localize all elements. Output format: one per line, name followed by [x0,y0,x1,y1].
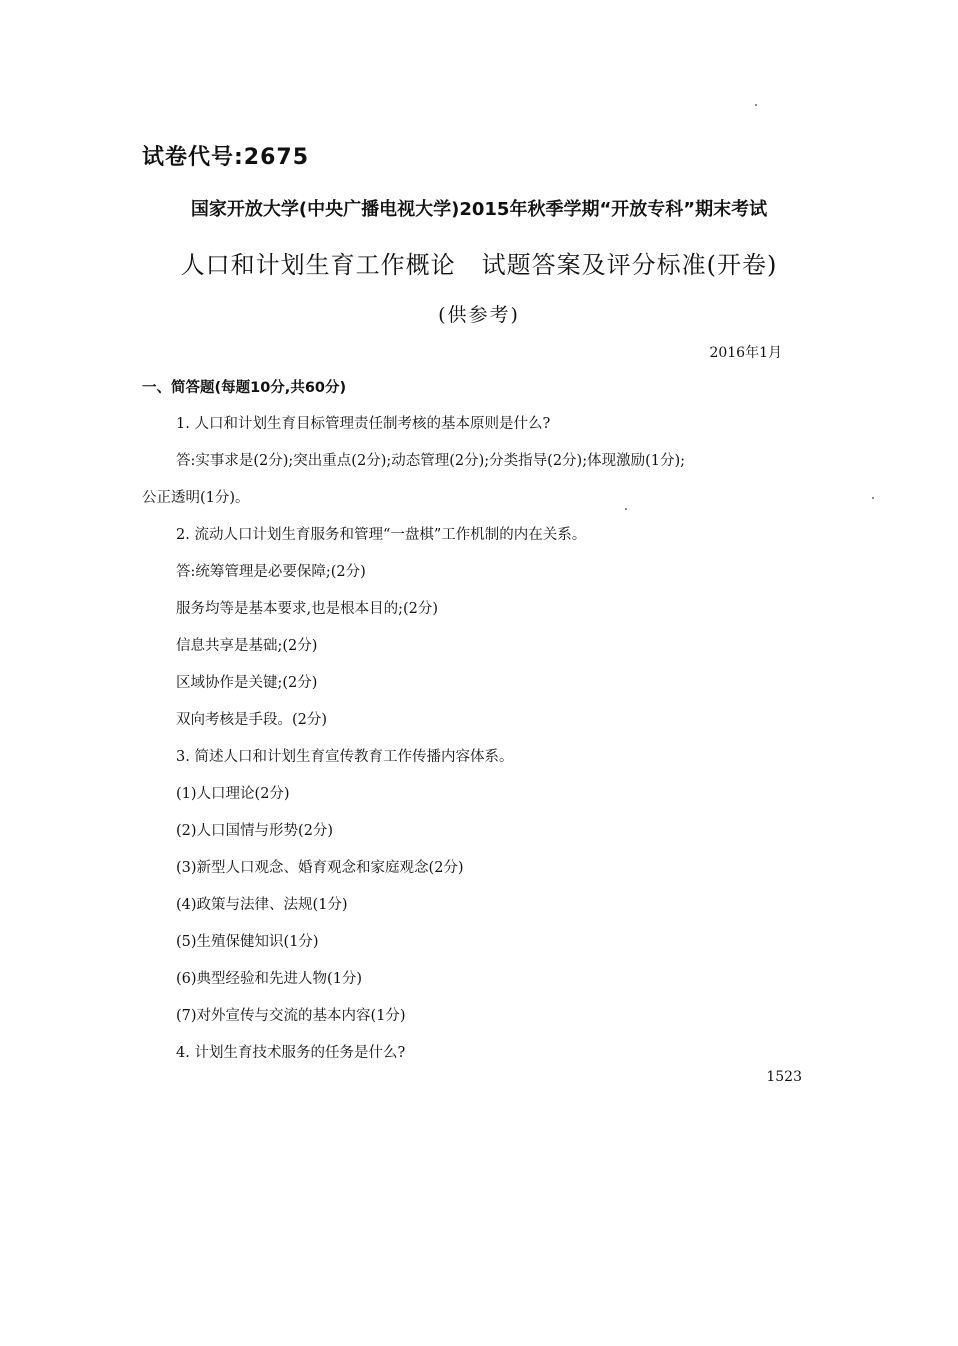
document-title [0,245,958,280]
answer-3-item-6: (6)典型经验和先进人物(1分) [176,971,363,987]
answer-3-item-2: (2)人口国情与形势(2分) [176,823,334,839]
answer-3-item-5: (5)生殖保健知识(1分) [176,934,319,950]
reference-note: (供参考) [438,304,520,326]
answer-3-item-1: (1)人口理论(2分) [176,786,290,802]
exam-header: 国家开放大学(中央广播电视大学)2015年秋季学期“开放专科”期末考试 [190,199,768,220]
answer-3-item-3: (3)新型人口观念、婚育观念和家庭观念(2分) [176,860,464,876]
course-name: 人口和计划生育工作概论 [180,251,456,279]
answer-2-line-1: 答:统筹管理是必要保障;(2分) [176,564,366,580]
page-number: 1523 [766,1069,802,1085]
scan-speck [625,508,627,510]
question-1: 1. 人口和计划生育目标管理责任制考核的基本原则是什么? [176,416,551,432]
scan-speck [755,104,757,106]
question-2: 2. 流动人口计划生育服务和管理“一盘棋”工作机制的内在关系。 [176,527,587,543]
exam-date: 2016年1月 [709,345,782,361]
answer-1-line-2: 公正透明(1分)。 [142,490,250,506]
answer-2-line-2: 服务均等是基本要求,也是根本目的;(2分) [176,601,439,617]
answer-1-line-1: 答:实事求是(2分);突出重点(2分);动态管理(2分);分类指导(2分);体现激励(1分); [176,453,686,469]
question-4: 4. 计划生育技术服务的任务是什么? [176,1045,406,1061]
answer-3-item-7: (7)对外宣传与交流的基本内容(1分) [176,1008,406,1024]
scan-speck [872,497,874,499]
section-heading: 一、简答题(每题10分,共60分) [142,380,347,396]
exam-code: 试卷代号:2675 [142,145,310,170]
answer-2-line-5: 双向考核是手段。(2分) [176,712,328,728]
question-3: 3. 简述人口和计划生育宣传教育工作传播内容体系。 [176,749,514,765]
answer-3-item-4: (4)政策与法律、法规(1分) [176,897,348,913]
answer-2-line-4: 区域协作是关键;(2分) [176,675,318,691]
document-subtitle: 试题答案及评分标准(开卷) [481,251,778,279]
answer-2-line-3: 信息共享是基础;(2分) [176,638,318,654]
